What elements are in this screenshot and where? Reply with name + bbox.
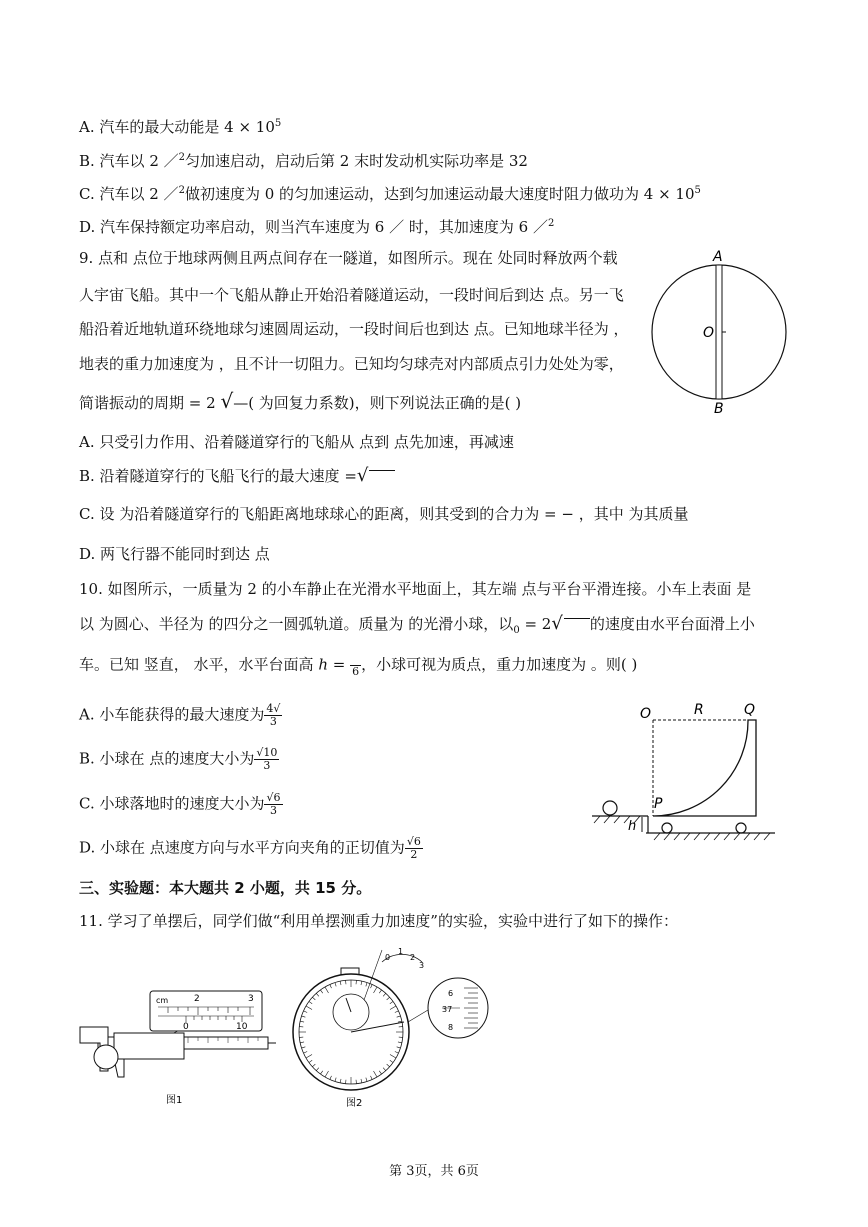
zoom-label: 6 (448, 989, 454, 998)
q10-option-b (79, 747, 279, 772)
q11-line-1: 11. 学习了单摆后，同学们做“利用单摆测重力加速度”的实验，实验中进行了如下的操作： (79, 912, 678, 930)
fraction (264, 703, 282, 728)
exponent: 2 (178, 185, 185, 196)
figure-1-caption: 图1 (166, 1095, 183, 1105)
sqrt-bar (564, 618, 590, 633)
q8-option-b-text: B. 汽车以 2 ／ (79, 152, 179, 170)
point-o-label: O (640, 706, 652, 722)
fraction (350, 653, 361, 678)
sqrt-symbol: √ (220, 389, 234, 413)
subscript: 0 (513, 625, 520, 636)
fraction-denominator: 3 (269, 715, 277, 728)
q10-line-3-text: 车。已知 竖直， 水平，水平台面高 (79, 655, 314, 674)
q10-line-2 (79, 614, 755, 641)
q9-option-c: C. 设 为沿着隧道穿行的飞船距离地球球心的距离，则其受到的合力为 = − ，其中 为其质量 (79, 505, 689, 523)
q10-line-1: 10. 如图所示，一质量为 2 的小车静止在光滑水平地面上，其左端 点与平台平滑连接。小车上表面 是 (79, 580, 752, 598)
q9-line-5 (79, 391, 521, 413)
cart-wheel (662, 823, 672, 833)
q10-option-b-text: B. 小球在 点的速度大小为 (79, 749, 255, 768)
point-a-label: A (713, 249, 723, 265)
q10-line-2-text: 以 为圆心、半径为 的四分之一圆弧轨道。质量为 的光滑小球，以 (79, 615, 514, 633)
fraction (264, 792, 282, 817)
vernier-scale-label: 0 (183, 1022, 189, 1032)
platform-height-formula: h = (318, 655, 346, 674)
ball (603, 801, 617, 815)
zoom-label: 8 (448, 1023, 454, 1032)
unit-label: cm (156, 996, 169, 1005)
stopwatch-figure (282, 940, 494, 1110)
fraction-denominator: 3 (269, 804, 277, 817)
sqrt-symbol: √ (551, 613, 563, 634)
main-scale-label: 2 (194, 994, 200, 1004)
q10-line-3-tail: ，小球可视为质点，重力加速度为 。则( ) (361, 655, 638, 674)
height-label: h (628, 819, 637, 834)
fraction (254, 747, 279, 772)
exponent: 2 (547, 218, 555, 229)
dial-label: 2 (410, 953, 416, 962)
q9-option-b-text: B. 沿着隧道穿行的飞船飞行的最大速度 = (79, 467, 357, 485)
point-q-label: Q (744, 702, 756, 718)
q8-option-a-text: A. 汽车的最大动能是 4 × 10 (79, 118, 275, 136)
q9-option-a: A. 只受引力作用、沿着隧道穿行的飞船从 点到 点先加速，再减速 (79, 433, 514, 451)
cart-track-figure (590, 696, 780, 844)
q9-line-3: 船沿着近地轨道环绕地球匀速圆周运动，一段时间后也到达 点。已知地球半径为 ， (79, 320, 629, 338)
dial-label: 3 (419, 961, 425, 970)
radius-label: R (694, 702, 704, 718)
point-p-label: P (654, 796, 663, 812)
q10-velocity-eq: = 2 (519, 615, 552, 633)
section-3-heading: 三、实验题：本大题共 2 小题，共 15 分。 (79, 879, 372, 897)
fraction-numerator: 4√ (266, 702, 281, 715)
q9-line-5-tail: —( 为回复力系数)，则下列说法正确的是( ) (233, 394, 522, 412)
q10-option-a (79, 703, 282, 728)
q9-option-d: D. 两飞行器不能同时到达 点 (79, 545, 270, 563)
fraction (405, 836, 423, 861)
dial-label: 0 (385, 953, 391, 962)
main-scale-label: 3 (248, 994, 254, 1004)
earth-tunnel-figure (648, 248, 793, 418)
point-o-label: O (703, 325, 715, 341)
q10-option-c-text: C. 小球落地时的速度大小为 (79, 794, 265, 813)
exponent: 5 (274, 118, 282, 129)
q8-option-c-text: C. 汽车以 2 ／ (79, 185, 179, 203)
q8-option-c (79, 181, 701, 204)
q8-option-c-tail: 做初速度为 0 的匀加速运动，达到匀加速运动最大速度时阻力做功为 4 × 10 (184, 185, 695, 203)
q10-option-d (79, 836, 423, 861)
q9-line-1: 9. 点和 点位于地球两侧且两点间存在一隧道，如图所示。现在 处同时释放两个载 (79, 249, 618, 267)
q8-option-d (79, 214, 554, 237)
q8-option-d-text: D. 汽车保持额定功率启动，则当汽车速度为 6 ／ 时，其加速度为 6 ／ (79, 218, 548, 236)
zoom-label: 37 (442, 1005, 453, 1014)
dial-label: 1 (398, 947, 404, 956)
vernier-scale-label: 10 (236, 1022, 248, 1032)
sqrt-bar (369, 470, 395, 485)
page-footer: 第 3页，共 6页 (389, 1164, 479, 1179)
fraction-numerator: √6 (266, 791, 281, 804)
fraction-numerator: √10 (256, 746, 278, 759)
q9-period-formula: 简谐振动的周期 = 2 (79, 394, 216, 412)
fraction-numerator: √6 (406, 835, 421, 848)
fraction-denominator: 6 (352, 665, 360, 678)
exponent: 5 (694, 185, 701, 196)
q10-option-c (79, 792, 283, 817)
q10-option-d-text: D. 小球在 点速度方向与水平方向夹角的正切值为 (79, 838, 405, 857)
sqrt-symbol: √ (356, 465, 369, 486)
vernier-caliper-figure (78, 985, 278, 1105)
point-b-label: B (714, 401, 724, 417)
figure-2-caption: 图2 (346, 1098, 363, 1109)
q8-option-b-tail: 匀加速启动，启动后第 2 末时发动机实际功率是 32 (185, 152, 528, 170)
q10-option-a-text: A. 小车能获得的最大速度为 (79, 705, 265, 724)
q10-line-2-tail: 的速度由水平台面滑上小 (589, 615, 755, 633)
q8-option-a (79, 114, 281, 137)
q9-option-b (79, 466, 395, 486)
fraction-denominator: 3 (263, 759, 271, 772)
q9-line-2: 人宇宙飞船。其中一个飞船从静止开始沿着隧道运动，一段时间后到达 点。另一飞 (79, 286, 624, 304)
cart-wheel (736, 823, 746, 833)
q10-line-3 (79, 653, 637, 678)
q9-line-4: 地表的重力加速度为 ，且不计一切阻力。已知均匀球壳对内部质点引力处处为零， (79, 355, 624, 373)
fraction-denominator: 2 (410, 848, 418, 861)
q8-option-b (79, 148, 528, 171)
exponent: 2 (178, 152, 186, 163)
